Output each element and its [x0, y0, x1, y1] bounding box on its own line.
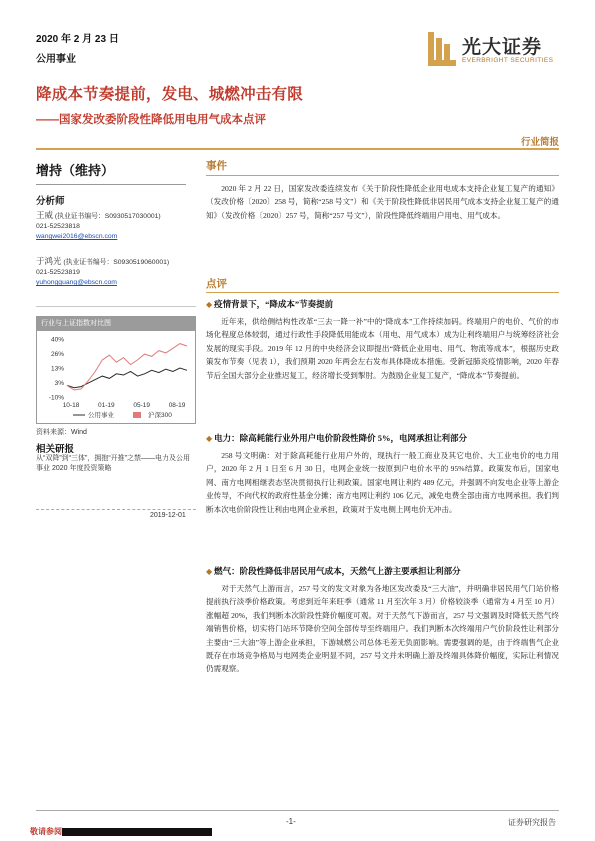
- chart-plot: [37, 331, 195, 423]
- event-heading: 事件: [206, 160, 227, 172]
- bullet-2-text: 258 号文明确：对于除高耗能行业用户外的，现执行一般工商业及其它电价、大工业电价的电力用户，2020 年 2 月 1 日至 6 月 30 日，电网企业统一按原到户电价水平的 95%结算。政策发布后，国家电网、南方电网相继表态坚决贯彻执行让利政策。国家电网让利约 489 亿元，并强调不向发电企业等上游企业传导，不向代权的政府性基金分摊；南方电网让利约 106 亿元，减免电费全部由南方电网承担。我们判断本次电价阶段性让利由电网企业承担，政策对于发电侧上网电价无冲击。: [206, 451, 559, 514]
- analyst-name: 王威: [36, 210, 54, 220]
- report-date: 2020 年 2 月 23 日: [36, 34, 119, 45]
- y-tick-label: 3%: [54, 380, 64, 387]
- related-report-link[interactable]: 从“双降”到“三体”，拥抱“开推”之禁——电力及公用事业 2020 年度投资策略: [36, 455, 190, 472]
- diamond-icon: ◆: [206, 300, 213, 309]
- bullet-3-title: [206, 565, 559, 577]
- bullet-1-title: [206, 298, 559, 310]
- bullet-2-title-text: 电力：除高耗能行业外用户电价阶段性降价 5%，电网承担让利部分: [214, 433, 468, 443]
- bullet-3-title-text: 燃气：阶段性降低非居民用气成本，天然气上游主要承担让利部分: [214, 566, 461, 576]
- analyst-1: [36, 210, 196, 242]
- logo-name-cn: 光大证券: [462, 37, 543, 58]
- related-heading: 相关研报: [36, 444, 75, 455]
- footer-watermark: 敬请参阅: [30, 827, 62, 836]
- legend-label: 公用事业: [88, 412, 114, 419]
- comment-heading: 点评: [206, 278, 227, 290]
- related-date: 2019-12-01: [150, 512, 186, 519]
- event-divider: [206, 175, 559, 176]
- bullet-1-text: 近年来，供给侧结构性改革“三去一降一补”中的“降成本”工作持续加码。终端用户的电价、气价的市场化程度总体较弱，通过行政性手段降低用能成本（用电、用气成本）成为让利终端用户与统筹经济社会发展的现实手段。2019 年 12 月的中央经济会议即提出“降低企业用电、用气、物流等成本”，根据历史政策发布节奏（见表 1），我们预期 2020 年两会左右发布具体降成本措施。受新冠肺炎疫情影响，2020 年春节后全国大部分企业推迟复工，经济增长受到掣肘。为鼓励企业复工复产，“降成本”节奏提前。: [206, 317, 559, 380]
- analyst-phone: 021-52523818: [36, 223, 80, 230]
- analyst-email[interactable]: wangwei2016@ebscn.com: [36, 233, 118, 240]
- analyst-phone: 021-52523819: [36, 269, 80, 276]
- logo-name-en: EVERBRIGHT SECURITIES: [462, 57, 554, 64]
- analyst-cert: (执业证书编号：S0930517030001): [54, 213, 161, 220]
- x-tick-label: 08-19: [168, 402, 186, 409]
- x-tick-label: 05-19: [133, 402, 150, 409]
- footer-redaction-bar: [62, 828, 212, 836]
- event-text: 2020 年 2 月 22 日，国家发改委连续发布《关于阶段性降低企业用电成本支持企业复工复产的通知》（发改价格〔2020〕258 号，简称“258 号文”）和《关于阶段性降低非居民用气成本支持企业复工复产的通知》（发改价格〔2020〕257 号，简称“257 号文”），阶段性降低终端用户用电、用气成本。: [206, 184, 559, 220]
- chart-title: 行业与上证指数对比图: [37, 317, 195, 331]
- y-tick-label: 13%: [50, 365, 64, 373]
- bullet-1-title-text: 疫情背景下，“降成本”节奏提前: [214, 299, 334, 309]
- rating: 增持（维持）: [36, 163, 115, 178]
- analyst-cert: (执业证书编号：S0930519060001): [63, 259, 170, 266]
- diamond-icon: ◆: [206, 567, 213, 576]
- company-logo: [428, 30, 568, 70]
- x-tick-label: 10-18: [62, 402, 80, 409]
- legend-swatch: [133, 412, 141, 418]
- diamond-icon: ◆: [206, 434, 213, 443]
- industry-label: 公用事业: [36, 54, 76, 65]
- y-tick-label: 26%: [50, 351, 64, 358]
- y-tick-label: 40%: [50, 336, 64, 344]
- chart-source: 资料来源：Wind: [36, 429, 87, 436]
- bullet-3-text: 对于天然气上游而言，257 号文的发文对象为各地区发改委及“三大油”，并明确非居民用气门站价格提前执行淡季价格政策。考虑到近年来旺季（通常 11 月至次年 3 月）价格较淡季（通常为 4 月至 10 月）涨幅超 20%，我们判断本次阶段性降价幅度可观。对于天然气下游而言，257 号文强调及时降低天然气终端销售价格，切实将门站环节降价空间全部传导至终端用户。我们判断本次终端用户气价阶段性让利部分主要由“三大油”等上游企业承担，下游城燃公司总体毛差无负面影响。需要强调的是，由于终端售气企业既存在市场竞争格局与电网类企业明显不同，257 号文并未明确上游及终端具体降价幅度，实际让利情况仍需观察。: [206, 584, 559, 674]
- series-line-1: [67, 344, 187, 390]
- report-type: 行业简报: [520, 137, 559, 148]
- header-divider: [36, 148, 559, 150]
- report-subtitle: ——国家发改委阶段性降低用电用气成本点评: [36, 114, 266, 126]
- footer-divider: [36, 810, 559, 811]
- analyst-email[interactable]: yuhongguang@ebscn.com: [36, 279, 117, 286]
- y-tick-label: -10%: [48, 394, 64, 402]
- analyst-name: 于鸿光: [36, 256, 62, 266]
- x-tick-label: 01-19: [98, 402, 115, 409]
- analyst-2: [36, 256, 196, 288]
- comment-divider: [206, 292, 559, 293]
- analyst-divider: [36, 306, 196, 307]
- page-number: -1-: [286, 817, 296, 826]
- report-title: 降成本节奏提前，发电、城燃冲击有限: [36, 86, 303, 103]
- everbright-logo-icon: [428, 32, 456, 66]
- footer-label: 证券研究报告: [508, 818, 556, 827]
- analyst-heading: 分析师: [36, 196, 65, 207]
- rating-divider: [36, 184, 186, 185]
- bullet-2-title: [206, 432, 559, 444]
- related-divider: [36, 509, 196, 510]
- legend-label: 沪深300: [148, 412, 172, 419]
- comparison-chart: [36, 316, 196, 424]
